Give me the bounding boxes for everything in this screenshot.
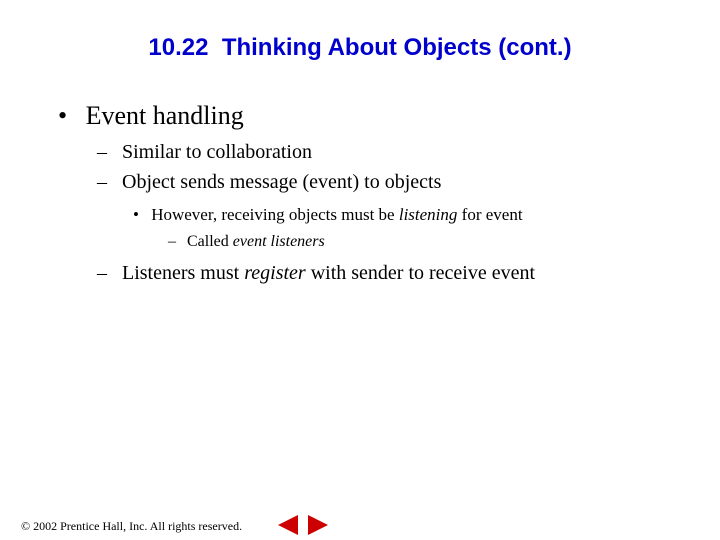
bullet-marker: •: [133, 205, 139, 224]
dash-marker: –: [168, 233, 176, 250]
subbullet-object-sends: [97, 171, 441, 194]
subbullet-similar: [97, 141, 312, 164]
emphasis-register: register: [244, 262, 306, 284]
subbullet-text: Similar to collaboration: [122, 141, 312, 163]
bullet-text: Event handling: [85, 101, 244, 130]
bullet-event-handling: [58, 101, 244, 131]
right-triangle-icon: [306, 514, 330, 536]
emphasis-event-listeners: event listeners: [232, 233, 325, 250]
slide-title: 10.22 Thinking About Objects (cont.): [148, 34, 572, 61]
subbullet-listeners-register: [97, 262, 535, 285]
level4-called: [168, 233, 325, 251]
subsubbullet-however: [133, 205, 523, 225]
text-segment: with sender to receive event: [305, 262, 536, 284]
left-triangle-icon: [276, 514, 300, 536]
previous-slide-button[interactable]: [276, 514, 300, 536]
subbullet-text: Object sends message (event) to objects: [122, 171, 442, 193]
dash-marker: –: [97, 262, 107, 284]
text-segment: However, receiving objects must be: [151, 205, 399, 224]
copyright-text: 2002 Prentice Hall, Inc. All rights reserved.: [30, 519, 243, 533]
copyright-symbol: ©: [21, 519, 31, 533]
emphasis-listening: listening: [398, 205, 458, 224]
copyright-footer: [21, 519, 242, 534]
dash-marker: –: [97, 171, 107, 193]
text-segment: Called: [187, 233, 233, 250]
next-slide-button[interactable]: [306, 514, 330, 536]
text-segment: Listeners must: [122, 262, 245, 284]
text-segment: for event: [457, 205, 523, 224]
dash-marker: –: [97, 141, 107, 163]
bullet-marker: •: [58, 101, 68, 130]
